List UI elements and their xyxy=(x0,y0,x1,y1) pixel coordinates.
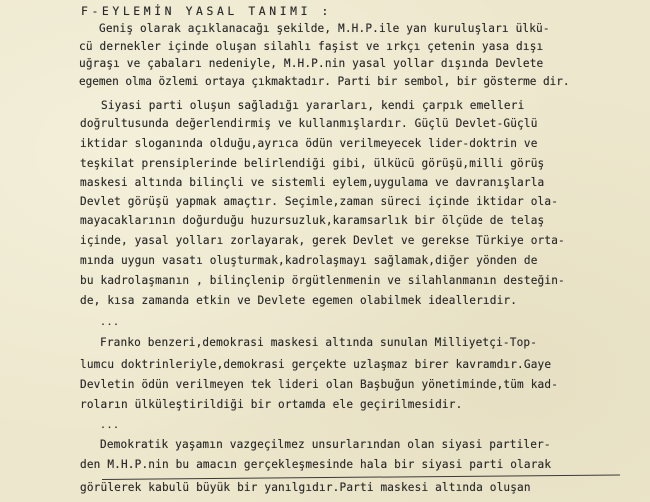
text-line: teşkilat prensiplerinde belirlendiği gibi, ülkücü görüşü,milli görüş xyxy=(80,157,545,170)
text-line: Geniş olarak açıklanacağı şekilde, M.H.P.ile yan kuruluşları ülkü- xyxy=(99,22,550,35)
handwritten-underline xyxy=(102,474,620,480)
text-line: lumcu doktrinleriyle,demokrasi gerçekte uzlaşmaz birer kavramdır.Gaye xyxy=(80,358,552,371)
text-line: Devletin ödün verilmeyen tek lideri olan Başbuğun yönetiminde,tüm kad- xyxy=(80,378,559,391)
text-line: Siyasi parti oluşun sağladığı yararları, kendi çarpık emelleri xyxy=(101,99,525,112)
text-line: mında uygun vasatı oluşturmak,kadrolaşmayı sağlamak,diğer yönden de xyxy=(80,254,538,267)
text-line: roların ülküleştirildiği bir ortamda ele geçirilmesidir. xyxy=(80,398,463,411)
text-line: mayacaklarının doğurduğu huzursuzluk,karamsarlık bir ölçüde de telaş xyxy=(80,214,545,227)
text-line: uğraşı ve çabaları nedeniyle, M.H.P.nin yasal yollar dışında Devlete xyxy=(79,57,544,70)
ellipsis-mark: ... xyxy=(100,317,120,328)
ellipsis-mark: ... xyxy=(100,420,120,431)
text-line: Demokratik yaşamın vazgeçilmez unsurlarından olan siyasi partiler- xyxy=(100,438,551,451)
text-line: Franko benzeri,demokrasi maskesi altında sunulan Milliyetçi-Top- xyxy=(100,336,538,349)
text-line: cü dernekler içinde oluşan silahlı faşist ve ırkçı çetenin yasa dışı xyxy=(79,40,544,53)
text-line: görülerek kabulü büyük bir yanılgıdır.Parti maskesi altında oluşan xyxy=(80,481,531,494)
text-line: iktidar sloganında olduğu,ayrıca ödün verilmeyecek lider-doktrin ve xyxy=(80,137,538,150)
text-line: bu kadrolaşmanın , bilinçlenip örgütlenmenin ve silahlanmanın desteğin- xyxy=(80,274,565,287)
text-line: egemen olma özlemi ortaya çıkmaktadır. Parti bir sembol, bir gösterme dir. xyxy=(79,75,570,88)
text-line: doğrultusunda değerlendirmiş ve kullanmışlardır. Güçlü Devlet-Güçlü xyxy=(80,117,538,130)
text-line: den M.H.P.nin bu amacın gerçekleşmesinde hala bir siyasi parti olarak xyxy=(80,458,552,471)
section-heading: F-EYLEMİN YASAL TANIMI : xyxy=(81,4,332,18)
text-line: maskesi altında bilinçli ve sistemli eylem,uygulama ve davranışlarla xyxy=(80,176,545,189)
text-line: de, kısa zamanda etkin ve Devlete egemen olabilmek ideallerıdir. xyxy=(80,294,518,307)
text-line: içinde, yasal yolları zorlayarak, gerek Devlet ve gerekse Türkiye orta- xyxy=(80,234,565,247)
text-line: Devlet görüşü yapmak amaçtır. Seçimle,zaman süreci içinde iktidar ola- xyxy=(80,195,559,208)
